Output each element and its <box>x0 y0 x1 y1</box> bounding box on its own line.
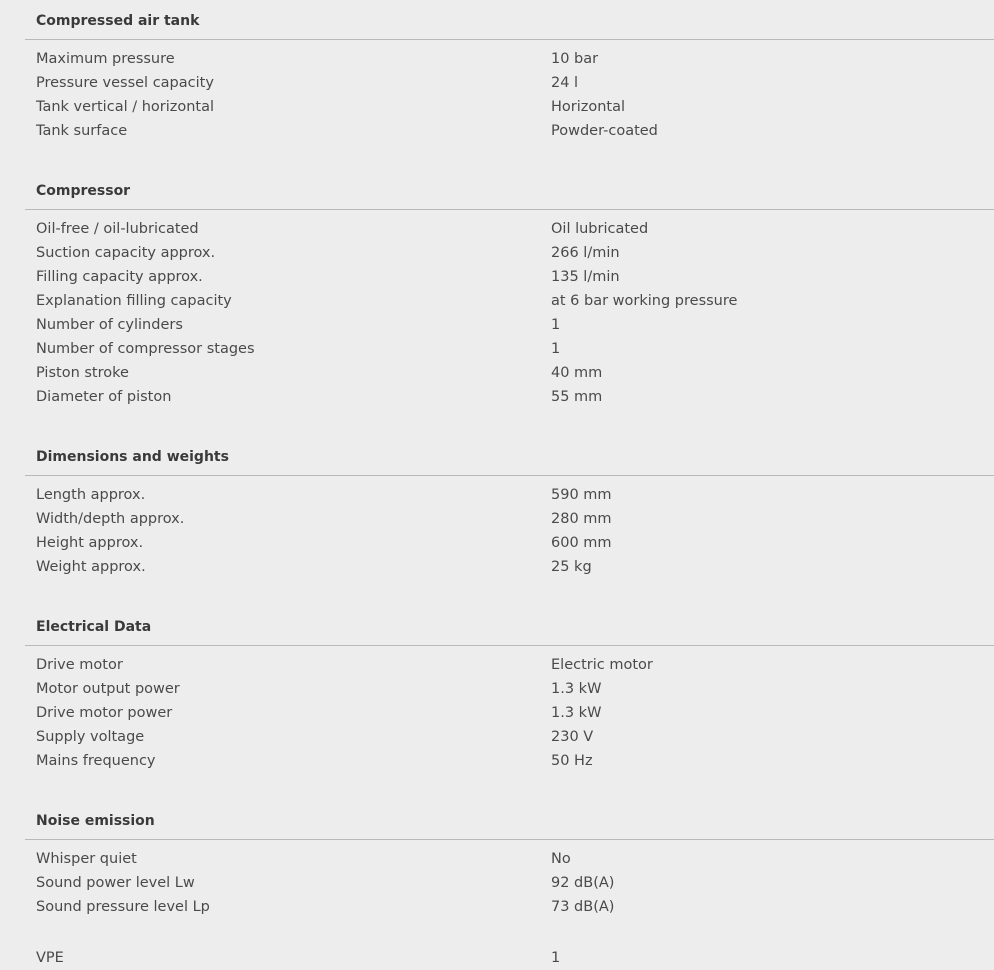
spec-row <box>25 531 994 555</box>
spec-value: 1.3 kW <box>551 705 602 721</box>
spec-label: Whisper quiet <box>36 851 137 867</box>
spec-value: 266 l/min <box>551 245 620 261</box>
spec-row <box>25 847 994 871</box>
spec-row <box>25 871 994 895</box>
spec-label: Supply voltage <box>36 729 145 745</box>
spec-value: Oil lubricated <box>551 221 649 237</box>
spec-row <box>25 313 994 337</box>
spec-label: Length approx. <box>36 487 146 503</box>
section-title: Dimensions and weights <box>25 436 994 476</box>
spec-value: 10 bar <box>551 51 599 67</box>
section-title: Noise emission <box>25 800 994 840</box>
spec-rows <box>25 476 994 606</box>
spec-value: at 6 bar working pressure <box>551 293 738 309</box>
spec-value: 1 <box>551 317 561 333</box>
spec-value: 24 l <box>551 75 579 91</box>
spec-section <box>25 800 994 946</box>
spec-value: 92 dB(A) <box>551 875 615 891</box>
spec-label: Weight approx. <box>36 559 146 575</box>
spec-label: Piston stroke <box>36 365 129 381</box>
spec-value: Powder-coated <box>551 123 658 139</box>
spec-label: VPE <box>36 950 64 966</box>
spec-label: Filling capacity approx. <box>36 269 203 285</box>
spec-value: 1 <box>551 950 561 966</box>
spec-rows <box>25 210 994 436</box>
spec-row <box>25 946 994 970</box>
spec-value: 50 Hz <box>551 753 593 769</box>
spec-row <box>25 241 994 265</box>
spec-label: Mains frequency <box>36 753 156 769</box>
spec-value: 73 dB(A) <box>551 899 615 915</box>
spec-label: Sound pressure level Lp <box>36 899 210 915</box>
spec-row <box>25 701 994 725</box>
spec-row <box>25 47 994 71</box>
spec-value: 590 mm <box>551 487 612 503</box>
spec-value: 1.3 kW <box>551 681 602 697</box>
spec-row <box>25 95 994 119</box>
spec-value: 135 l/min <box>551 269 620 285</box>
spec-rows <box>25 840 994 946</box>
spec-row <box>25 725 994 749</box>
spec-value: 25 kg <box>551 559 592 575</box>
section-title: Compressed air tank <box>25 0 994 40</box>
spec-label: Number of cylinders <box>36 317 183 333</box>
spec-label: Width/depth approx. <box>36 511 185 527</box>
spec-section <box>25 436 994 606</box>
spec-rows <box>25 40 994 170</box>
extra-spec-rows <box>25 946 994 970</box>
spec-label: Drive motor power <box>36 705 173 721</box>
spec-label: Suction capacity approx. <box>36 245 216 261</box>
spec-row <box>25 895 994 919</box>
spec-row <box>25 677 994 701</box>
spec-value: 1 <box>551 341 561 357</box>
spec-value: 280 mm <box>551 511 612 527</box>
spec-rows <box>25 646 994 800</box>
spec-value: 55 mm <box>551 389 603 405</box>
spec-row <box>25 749 994 773</box>
spec-value: 40 mm <box>551 365 603 381</box>
spec-row <box>25 483 994 507</box>
spec-row <box>25 71 994 95</box>
spec-label: Oil-free / oil-lubricated <box>36 221 199 237</box>
spec-row <box>25 385 994 409</box>
spec-label: Diameter of piston <box>36 389 172 405</box>
spec-row <box>25 361 994 385</box>
spec-value: 600 mm <box>551 535 612 551</box>
spec-row <box>25 337 994 361</box>
spec-label: Motor output power <box>36 681 180 697</box>
spec-value: Horizontal <box>551 99 626 115</box>
spec-value: Electric motor <box>551 657 653 673</box>
spec-value: 230 V <box>551 729 594 745</box>
spec-label: Maximum pressure <box>36 51 175 67</box>
spec-value: No <box>551 851 571 867</box>
spec-row <box>25 507 994 531</box>
spec-row <box>25 653 994 677</box>
spec-row <box>25 289 994 313</box>
spec-section <box>25 170 994 436</box>
spec-label: Number of compressor stages <box>36 341 255 357</box>
spec-row <box>25 217 994 241</box>
spec-row <box>25 119 994 143</box>
spec-label: Tank vertical / horizontal <box>36 99 215 115</box>
spec-row <box>25 555 994 579</box>
spec-label: Sound power level Lw <box>36 875 195 891</box>
spec-label: Height approx. <box>36 535 144 551</box>
spec-section <box>25 0 994 170</box>
spec-label: Explanation filling capacity <box>36 293 232 309</box>
spec-row <box>25 265 994 289</box>
spec-section <box>25 606 994 800</box>
section-title: Electrical Data <box>25 606 994 646</box>
spec-label: Pressure vessel capacity <box>36 75 214 91</box>
spec-label: Drive motor <box>36 657 123 673</box>
section-title: Compressor <box>25 170 994 210</box>
spec-label: Tank surface <box>36 123 128 139</box>
